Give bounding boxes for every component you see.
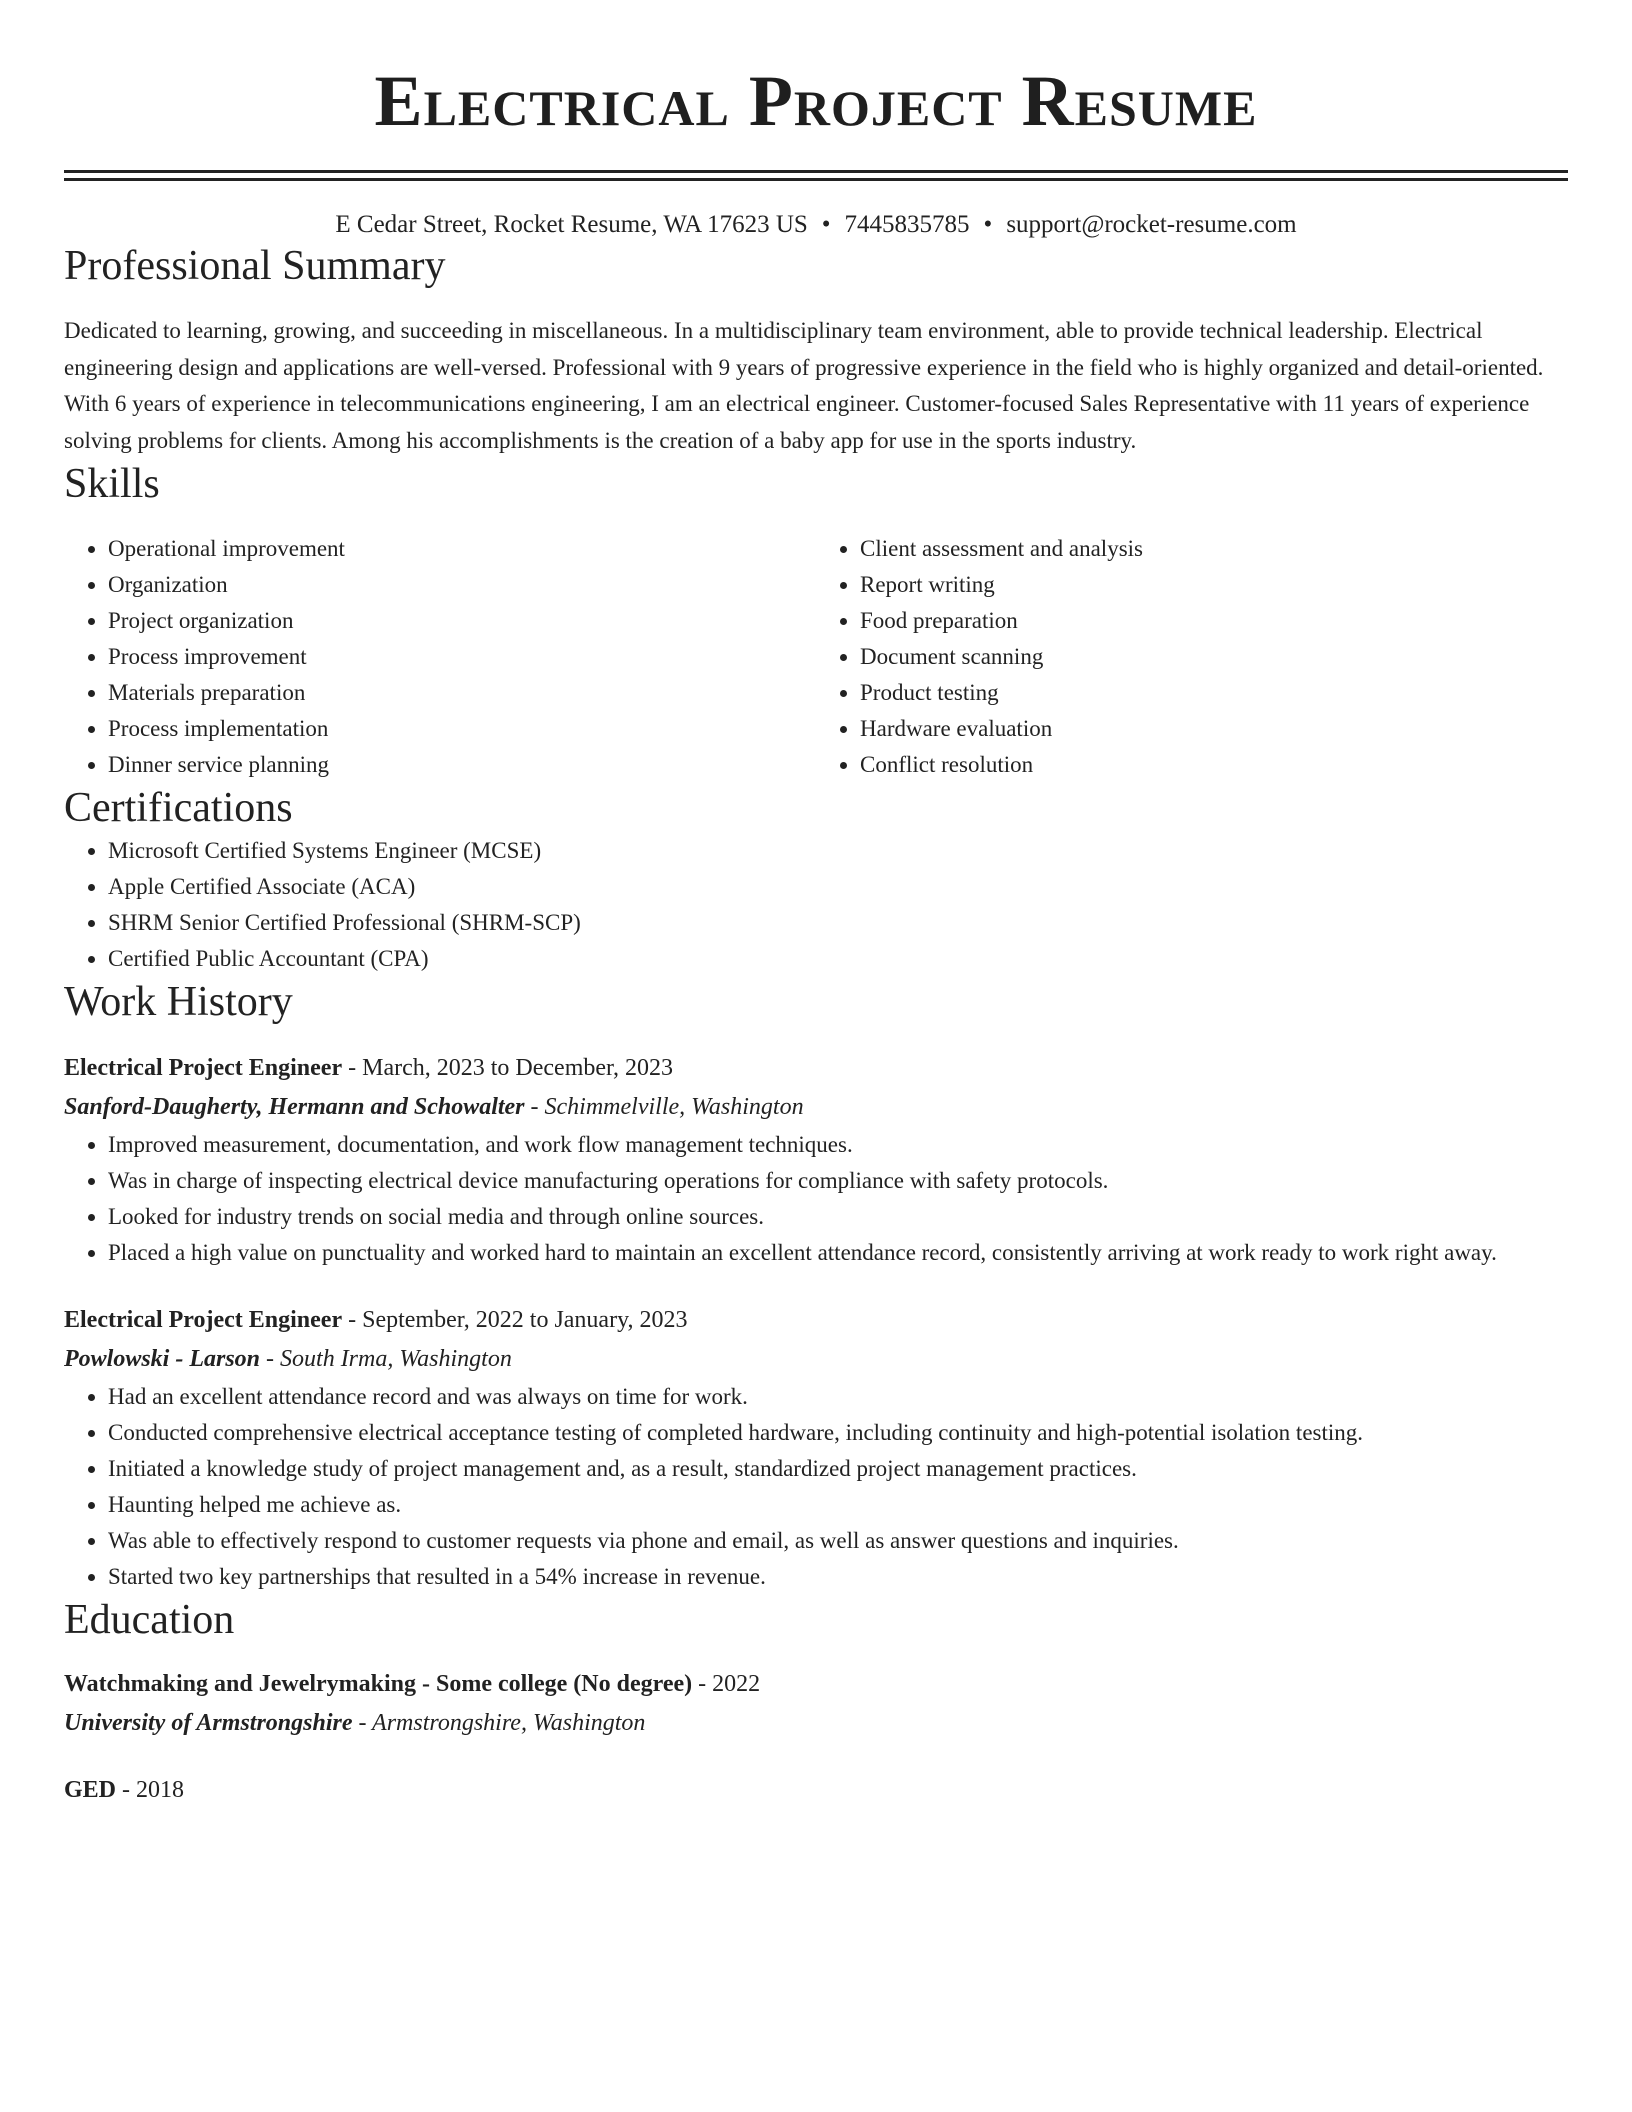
education-entry — [64, 1665, 1568, 1743]
contact-line — [64, 209, 1568, 241]
job-bullets — [64, 1127, 1568, 1271]
education-degree: Watchmaking and Jewelrymaking - Some college (No degree) — [64, 1671, 693, 1697]
education-degree-line — [64, 1771, 1568, 1809]
job-bullet: • Looked for industry trends on social media and through online sources. — [108, 1199, 1568, 1235]
job-location: - Schimmelville, Washington — [524, 1094, 804, 1120]
education-degree-line — [64, 1665, 1568, 1703]
contact-separator: • — [983, 211, 993, 238]
job-bullet: • Had an excellent attendance record and was always on time for work. — [108, 1379, 1568, 1415]
job-title-line — [64, 1049, 1568, 1087]
title-divider — [64, 170, 1568, 181]
certifications-list — [64, 833, 1568, 977]
contact-email[interactable]: support@rocket-resume.com — [1006, 211, 1297, 238]
job-bullet: • Haunting helped me achieve as. — [108, 1487, 1568, 1523]
job-bullet: • Started two key partnerships that resulted in a 54% increase in revenue. — [108, 1559, 1568, 1595]
job-company-line — [64, 1087, 1568, 1127]
education-year: - 2022 — [692, 1671, 761, 1697]
skill-item: • Project organization — [108, 603, 816, 639]
education-school-line — [64, 1703, 1568, 1743]
skills-heading: Skills — [64, 461, 160, 507]
certification-item: • Certified Public Accountant (CPA) — [108, 941, 1568, 977]
job-entry — [64, 1301, 1568, 1595]
skill-item: • Process improvement — [108, 639, 816, 675]
job-bullet: • Initiated a knowledge study of project management and, as a result, standardized project management practices. — [108, 1451, 1568, 1487]
skills-grid — [64, 531, 1568, 783]
job-company: Powlowski - Larson — [64, 1346, 261, 1372]
work-history-heading: Work History — [64, 979, 293, 1025]
skill-item: • Product testing — [860, 675, 1568, 711]
job-bullet: • Conducted comprehensive electrical acceptance testing of completed hardware, including continuity and high-potential isolation testing. — [108, 1415, 1568, 1451]
job-entry — [64, 1049, 1568, 1271]
job-bullet: • Placed a high value on punctuality and worked hard to maintain an excellent attendance record, consistently arriving at work ready to work right away. — [108, 1235, 1568, 1271]
job-title: Electrical Project Engineer — [64, 1307, 343, 1333]
education-location: - Armstrongshire, Washington — [352, 1710, 646, 1736]
certifications-heading: Certifications — [64, 785, 293, 831]
job-bullet: • Was able to effectively respond to customer requests via phone and email, as well as answer questions and inquiries. — [108, 1523, 1568, 1559]
job-company-line — [64, 1339, 1568, 1379]
certification-item: • Microsoft Certified Systems Engineer (MCSE) — [108, 833, 1568, 869]
skill-item: • Report writing — [860, 567, 1568, 603]
skill-item: • Dinner service planning — [108, 747, 816, 783]
skill-item: • Organization — [108, 567, 816, 603]
skill-item: • Document scanning — [860, 639, 1568, 675]
skill-item: • Materials preparation — [108, 675, 816, 711]
education-school: University of Armstrongshire — [64, 1710, 353, 1736]
contact-phone[interactable]: 7445835785 — [844, 211, 970, 238]
skill-item: • Operational improvement — [108, 531, 816, 567]
certification-item: • Apple Certified Associate (ACA) — [108, 869, 1568, 905]
skill-item: • Process implementation — [108, 711, 816, 747]
contact-separator: • — [821, 211, 831, 238]
job-dates: - March, 2023 to December, 2023 — [342, 1055, 674, 1081]
skills-right-column — [816, 531, 1568, 783]
job-location: - South Irma, Washington — [260, 1346, 512, 1372]
job-company: Sanford-Daugherty, Hermann and Schowalter — [64, 1094, 525, 1120]
job-bullets — [64, 1379, 1568, 1595]
certification-item: • SHRM Senior Certified Professional (SHRM-SCP) — [108, 905, 1568, 941]
skill-item: • Conflict resolution — [860, 747, 1568, 783]
summary-heading: Professional Summary — [64, 243, 446, 289]
job-bullet: • Improved measurement, documentation, and work flow management techniques. — [108, 1127, 1568, 1163]
skill-item: • Food preparation — [860, 603, 1568, 639]
education-degree: GED — [64, 1777, 117, 1803]
education-entry — [64, 1771, 1568, 1809]
skill-item: • Client assessment and analysis — [860, 531, 1568, 567]
education-year: - 2018 — [116, 1777, 185, 1803]
job-title-line — [64, 1301, 1568, 1339]
job-bullet: • Was in charge of inspecting electrical device manufacturing operations for compliance with safety protocols. — [108, 1163, 1568, 1199]
summary-text: Dedicated to learning, growing, and succeeding in miscellaneous. In a multidisciplinary team environment, able to provide technical leadership. Electrical engineering design and applications are well-versed. Professional with 9 years of progressive experience in the field who is highly organized and detail-oriented. With 6 years of experience in telecommunications engineering, I am an electrical engineer. Customer-focused Sales Representative with 11 years of experience solving problems for clients. Among his accomplishments is the creation of a baby app for use in the sports industry. — [64, 318, 1544, 453]
resume-title: Electrical Project Resume — [374, 61, 1258, 141]
contact-address: E Cedar Street, Rocket Resume, WA 17623 US — [335, 211, 808, 238]
job-title: Electrical Project Engineer — [64, 1055, 343, 1081]
education-heading: Education — [64, 1597, 235, 1643]
job-dates: - September, 2022 to January, 2023 — [342, 1307, 688, 1333]
skill-item: • Hardware evaluation — [860, 711, 1568, 747]
skills-left-column — [64, 531, 816, 783]
